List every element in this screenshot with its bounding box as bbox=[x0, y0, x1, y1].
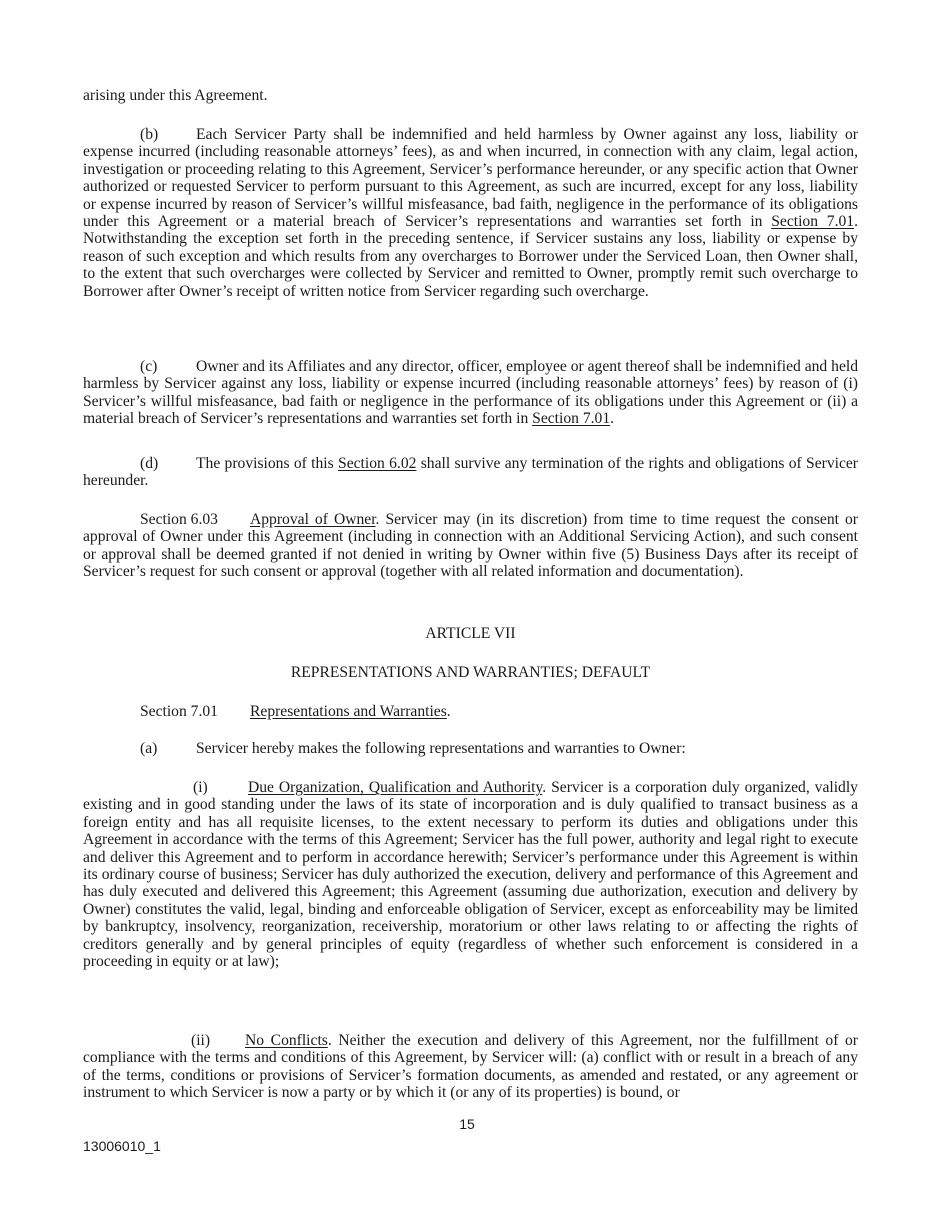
article-title: REPRESENTATIONS AND WARRANTIES; DEFAULT bbox=[290, 664, 651, 681]
section-reference-link: Section 6.02 bbox=[338, 455, 417, 472]
paragraph-ii bbox=[83, 1032, 858, 1102]
para-label: (a) bbox=[140, 740, 158, 757]
para-text: Servicer hereby makes the following representations and warranties to Owner: bbox=[196, 740, 686, 757]
para-text: Owner and its Affiliates and any director, officer, employee or agent thereof shall be indemnified and held harmless by Servicer against any loss, liability or expense incurred (including reasonable attorneys’ fees) by reason of (i) Servicer’s willful misfeasance, bad faith or negligence in the performance of its obligations under this Agreement or (ii) a material breach of Servicer’s representations and warranties set forth in bbox=[83, 358, 858, 428]
article-heading: ARTICLE VII bbox=[425, 625, 516, 642]
para-label: (b) bbox=[140, 126, 159, 143]
section-label: Section 7.01 bbox=[140, 703, 218, 720]
para-text: . bbox=[610, 410, 615, 428]
continuation-text: arising under this Agreement. bbox=[83, 87, 268, 104]
section-title: Representations and Warranties bbox=[250, 703, 447, 720]
section-title: Approval of Owner bbox=[250, 511, 376, 528]
paragraph-b bbox=[83, 126, 858, 300]
section-reference-link: Section 7.01 bbox=[532, 410, 611, 428]
para-label: (d) bbox=[140, 455, 159, 472]
para-label: (i) bbox=[193, 779, 208, 796]
para-text: . Servicer is a corporation duly organized, validly existing and in good standing under the laws of its state of incorporation and is duly qualified to transact business as a foreign entity and has all requisite licenses, to the extent necessary to perform its duties and obligations under this Agreement in accordance with the terms of this Agreement; Servicer has the full power, authority and legal right to execute and deliver this Agreement and to perform in accordance herewith; Servicer’s performance under this Agreement is within its ordinary course of business; Servicer has duly authorized the execution, delivery and performance of this Agreement and has duly executed and delivered this Agreement; this Agreement (assuming due authorization, execution and delivery by Owner) constitutes the valid, legal, binding and enforceable obligation of Servicer, except as enforceability may be limited by bankruptcy, insolvency, reorganization, receivership, moratorium or other laws relating to or affecting the rights of creditors generally and by general principles of equity (regardless of whether such enforcement is considered in a proceeding in equity or at law); bbox=[83, 779, 858, 971]
para-text: . bbox=[446, 703, 451, 720]
para-text: shall survive any termination of the rights and obligations of Servicer hereunder. bbox=[83, 455, 859, 490]
para-text: The provisions of this bbox=[196, 455, 339, 472]
para-text: . Notwithstanding the exception set forth in the preceding sentence, if Servicer sustains any loss, liability or expense by reason of such exception and which results from any overcharges to Borrower under the Serviced Loan, then Owner shall, to the extent that such overcharges were collected by Servicer and remitted to Owner, promptly remit such overcharge to Borrower after Owner’s receipt of written notice from Servicer regarding such overcharge. bbox=[83, 213, 858, 300]
paragraph-c bbox=[83, 358, 858, 428]
para-text: Each Servicer Party shall be indemnified and held harmless by Owner against any loss, liability or expense incurred (including reasonable attorneys’ fees), as and when incurred, in connection with any claim, legal action, investigation or proceeding relating to this Agreement, Servicer’s performance hereunder, or any specific action that Owner authorized or requested Servicer to perform pursuant to this Agreement, as such are incurred, except for any loss, liability or expense incurred by reason of Servicer’s willful misfeasance, bad faith, negligence in the performance of its obligations under this Agreement or a material breach of Servicer’s representations and warranties set forth in bbox=[83, 126, 858, 231]
para-label: (ii) bbox=[191, 1032, 211, 1049]
section-reference-link: Section 7.01 bbox=[771, 213, 855, 231]
paragraph-i bbox=[83, 779, 858, 970]
paragraph-d bbox=[83, 455, 858, 490]
para-text: . Servicer may (in its discretion) from time to time request the consent or approval of Owner under this Agreement (including in connection with an Additional Servicing Action), and such consent or approval shall be deemed granted if not denied in writing by Owner within five (5) Business Days after its receipt of Servicer’s request for such consent or approval (together with all related information and documentation). bbox=[83, 511, 858, 581]
para-label: (c) bbox=[140, 358, 158, 375]
paragraph-a bbox=[83, 740, 858, 757]
section-label: Section 6.03 bbox=[140, 511, 218, 528]
section-title: Due Organization, Qualification and Authority bbox=[248, 779, 543, 796]
para-text: . Neither the execution and delivery of this Agreement, nor the fulfillment of or compliance with the terms and conditions of this Agreement, by Servicer will: (a) conflict with or result in a breach of any of the terms, conditions or provisions of Servicer’s formation documents, as amended and restated, or any agreement or instrument to which Servicer is now a party or by which it (or any of its properties) is bound, or bbox=[83, 1032, 858, 1102]
section-7-01 bbox=[83, 703, 858, 720]
document-id: 13006010_1 bbox=[83, 1138, 161, 1154]
section-6-03 bbox=[83, 511, 858, 581]
page-number: 15 bbox=[459, 1116, 475, 1132]
section-title: No Conflicts bbox=[245, 1032, 328, 1049]
